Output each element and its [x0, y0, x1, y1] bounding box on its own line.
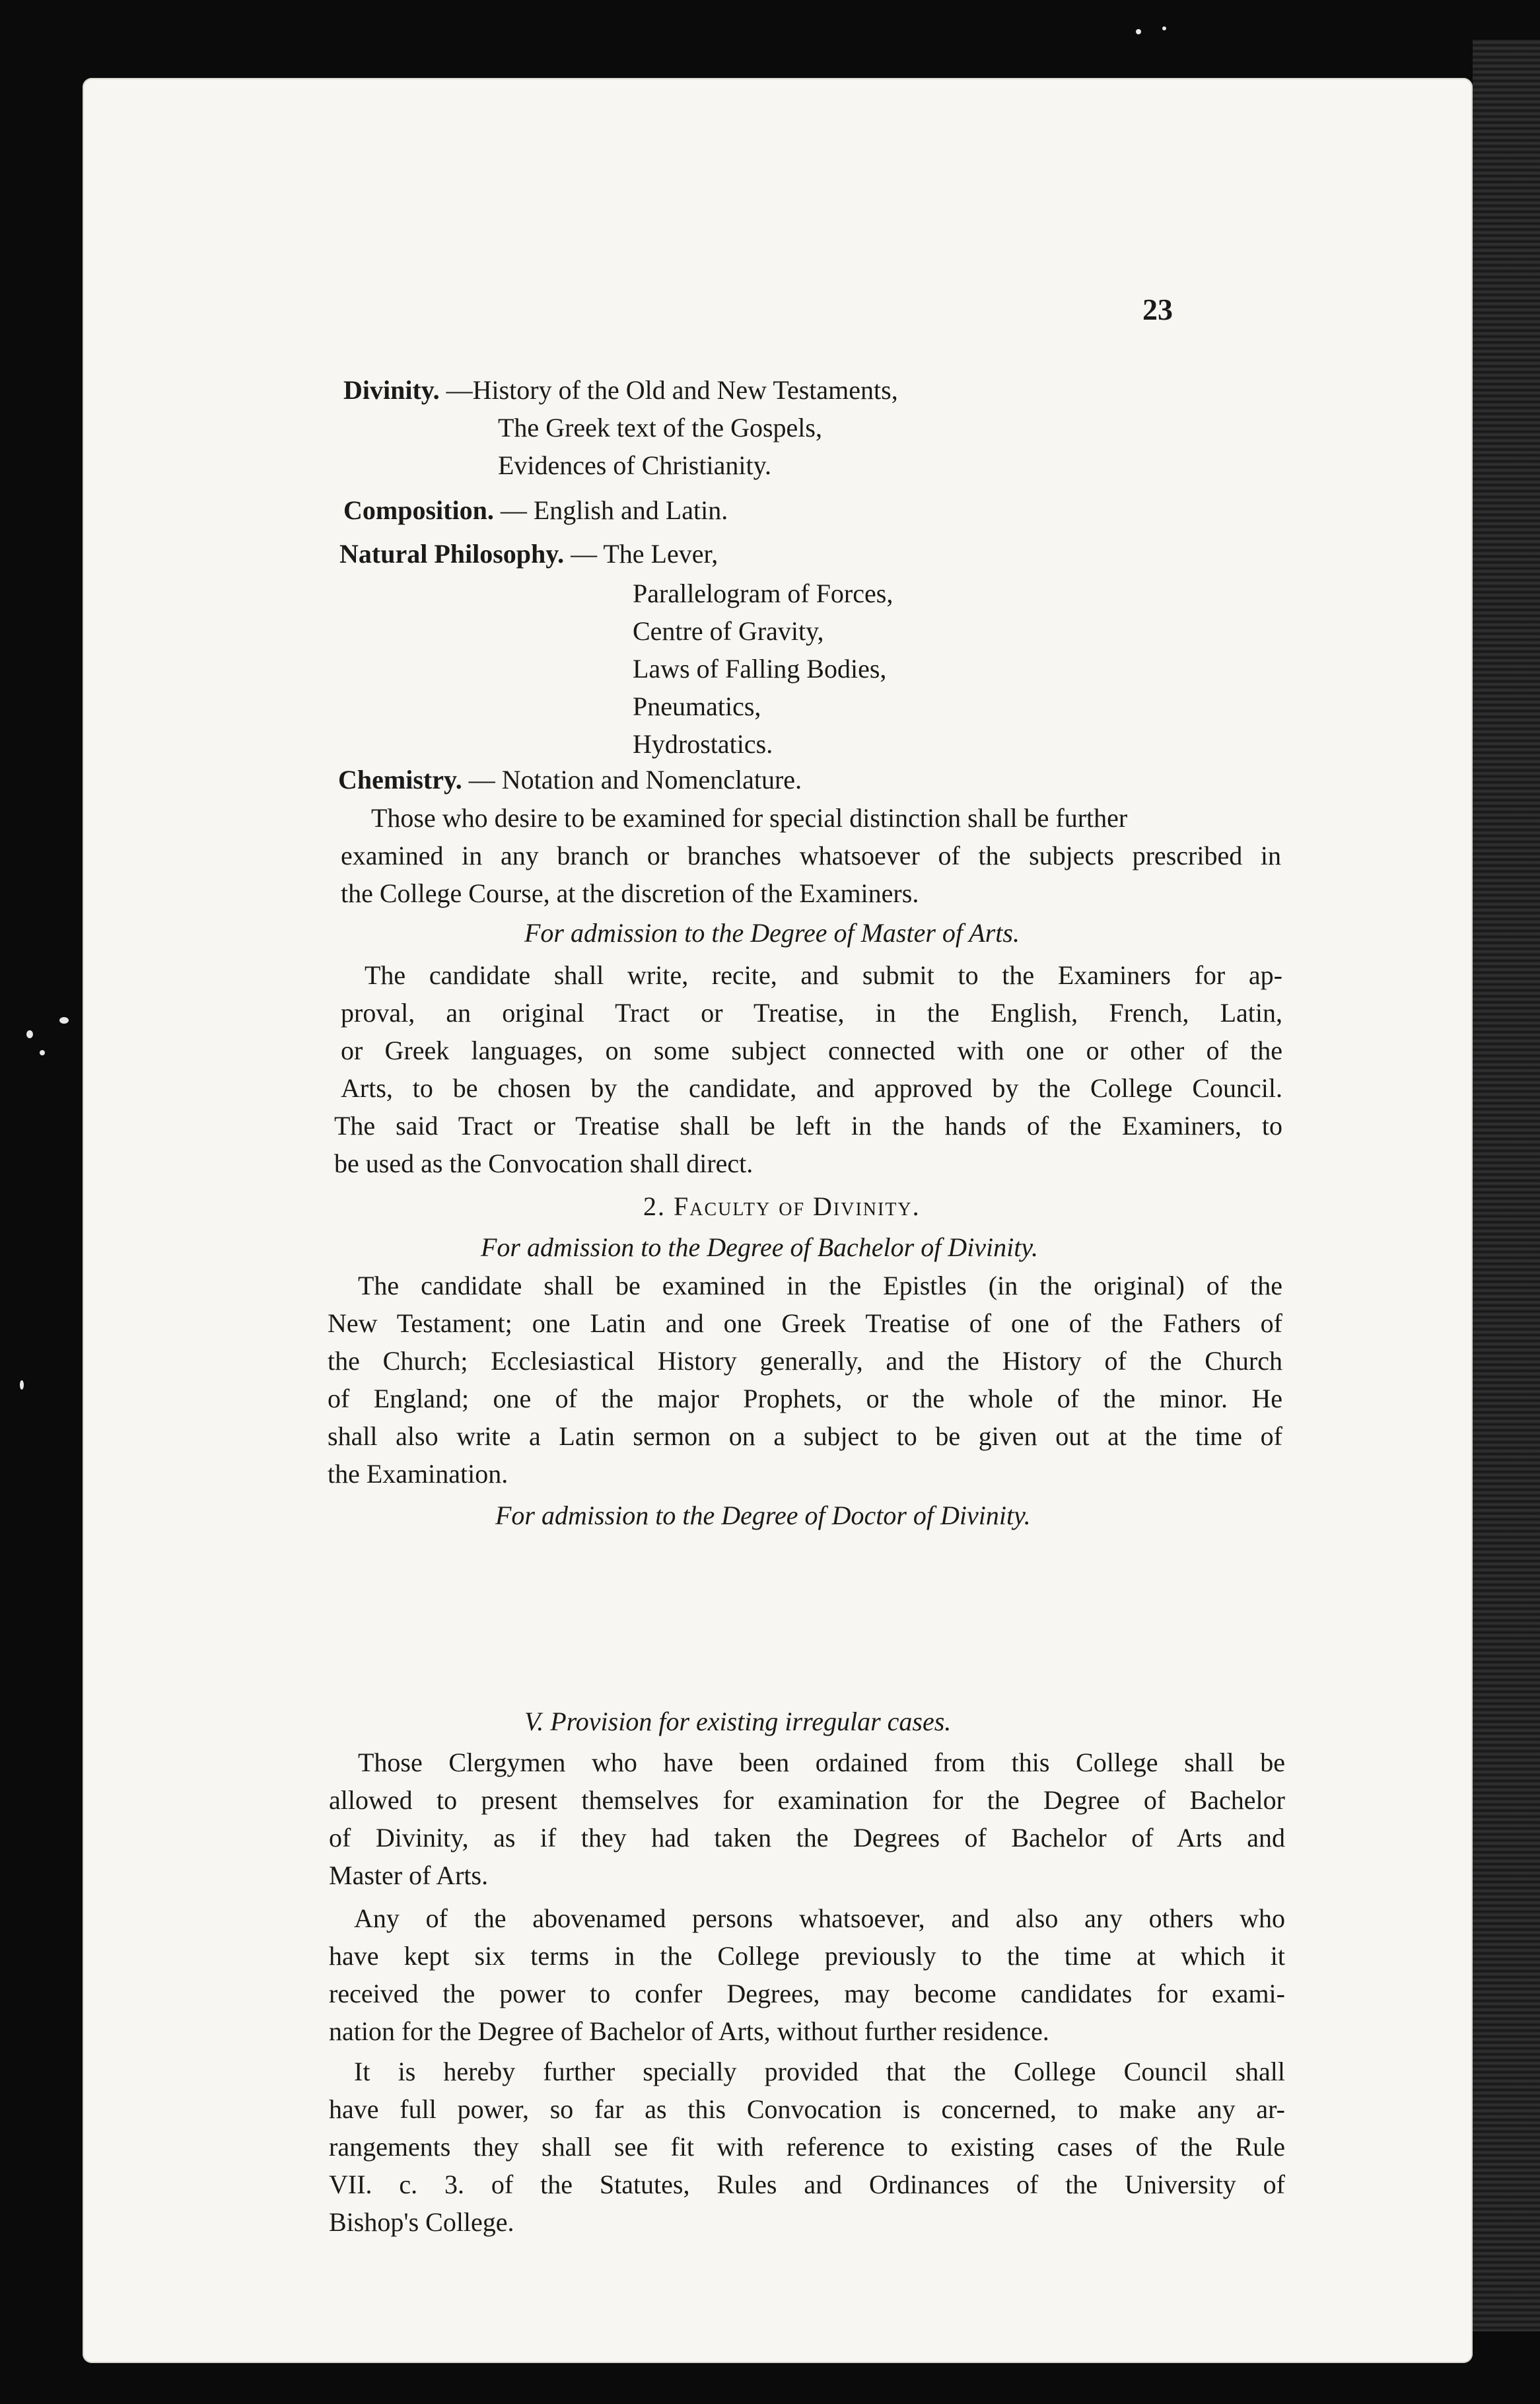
- bachelor-divinity-line: The candidate shall be examined in the Epistles (in the original) of the: [358, 1271, 1282, 1300]
- composition-text: — English and Latin.: [493, 495, 728, 525]
- bachelor-divinity-line: the Examination.: [328, 1459, 508, 1489]
- natural-philosophy-dash: —: [564, 539, 604, 569]
- section-v-p2-line: have kept six terms in the College previously to the time at which it: [329, 1941, 1285, 1971]
- bachelor-divinity-line: the Church; Ecclesiastical History generally, and the History of the Church: [328, 1346, 1282, 1376]
- master-para-line: proval, an original Tract or Treatise, in the English, French, Latin,: [341, 998, 1282, 1028]
- film-speck: [1162, 26, 1166, 30]
- natural-philosophy-item: Centre of Gravity,: [633, 616, 824, 646]
- section-v-p2-line: nation for the Degree of Bachelor of Arts, without further residence.: [329, 2016, 1049, 2046]
- section-v-p3-line: It is hereby further specially provided that the College Council shall: [354, 2057, 1285, 2086]
- section-v-p3-line: have full power, so far as this Convocation is concerned, to make any ar-: [329, 2094, 1285, 2124]
- section-v-p1-line: allowed to present themselves for examination for the Degree of Bachelor: [329, 1785, 1285, 1815]
- film-speck: [1136, 29, 1141, 34]
- distinction-line: examined in any branch or branches whatsoever of the subjects prescribed in: [341, 841, 1281, 870]
- natural-philosophy-item: Hydrostatics.: [633, 729, 773, 759]
- film-speck: [59, 1017, 69, 1024]
- distinction-line: the College Course, at the discretion of the Examiners.: [341, 878, 919, 908]
- section-v-p1-line: of Divinity, as if they had taken the Degrees of Bachelor of Arts and: [329, 1823, 1285, 1853]
- divinity-item: The Greek text of the Gospels,: [498, 413, 822, 442]
- film-speck: [40, 1050, 45, 1055]
- bachelor-divinity-heading: For admission to the Degree of Bachelor of Divinity.: [481, 1232, 1038, 1262]
- composition-heading: Composition.: [343, 495, 494, 525]
- doctor-divinity-heading: For admission to the Degree of Doctor of Divinity.: [495, 1501, 1031, 1530]
- chemistry-text: — Notation and Nomenclature.: [462, 765, 802, 795]
- master-para-line: or Greek languages, on some subject connected with one or other of the: [341, 1036, 1282, 1065]
- master-para-line: Arts, to be chosen by the candidate, and approved by the College Council.: [341, 1073, 1282, 1103]
- natural-philosophy-item: The Lever,: [603, 539, 718, 569]
- section-v-p2-line: received the power to confer Degrees, may become candidates for exami-: [329, 1979, 1285, 2008]
- section-v-p1-line: Those Clergymen who have been ordained from this College shall be: [358, 1748, 1285, 1777]
- page-number: 23: [1142, 293, 1173, 326]
- section-v-p3-line: VII. c. 3. of the Statutes, Rules and Ordinances of the University of: [329, 2170, 1285, 2199]
- divinity-heading: Divinity.: [343, 375, 440, 405]
- master-para-line: The said Tract or Treatise shall be left in the hands of the Examiners, to: [334, 1111, 1282, 1141]
- bachelor-divinity-line: of England; one of the major Prophets, or the whole of the minor. He: [328, 1384, 1282, 1413]
- section-v-p3-line: Bishop's College.: [329, 2207, 514, 2237]
- divinity-item: Evidences of Christianity.: [498, 450, 771, 480]
- section-v-heading: V. Provision for existing irregular cases.: [524, 1707, 952, 1736]
- master-para-line: The candidate shall write, recite, and submit to the Examiners for ap-: [365, 960, 1282, 990]
- master-heading: For admission to the Degree of Master of Arts.: [524, 918, 1020, 948]
- section-v-p3-line: rangements they shall see fit with reference to existing cases of the Rule: [329, 2132, 1285, 2162]
- section-v-p1-line: Master of Arts.: [329, 1860, 489, 1890]
- natural-philosophy-item: Laws of Falling Bodies,: [633, 654, 887, 684]
- film-speck: [20, 1380, 24, 1390]
- bachelor-divinity-line: shall also write a Latin sermon on a subject to be given out at the time of: [328, 1421, 1282, 1451]
- bachelor-divinity-line: New Testament; one Latin and one Greek Treatise of one of the Fathers of: [328, 1308, 1282, 1338]
- natural-philosophy-item: Pneumatics,: [633, 691, 761, 721]
- faculty-heading: 2. Faculty of Divinity.: [643, 1191, 921, 1221]
- distinction-line: Those who desire to be examined for special distinction shall be further: [371, 803, 1128, 833]
- divinity-dash: —: [439, 375, 473, 405]
- section-v-p2-line: Any of the abovenamed persons whatsoever, and also any others who: [354, 1903, 1285, 1933]
- divinity-item: History of the Old and New Testaments,: [472, 375, 898, 405]
- film-speck: [26, 1030, 33, 1038]
- master-para-line: be used as the Convocation shall direct.: [334, 1149, 753, 1178]
- natural-philosophy-heading: Natural Philosophy.: [339, 539, 565, 569]
- natural-philosophy-item: Parallelogram of Forces,: [633, 579, 893, 608]
- chemistry-heading: Chemistry.: [338, 765, 462, 795]
- film-edge: [1473, 40, 1540, 2331]
